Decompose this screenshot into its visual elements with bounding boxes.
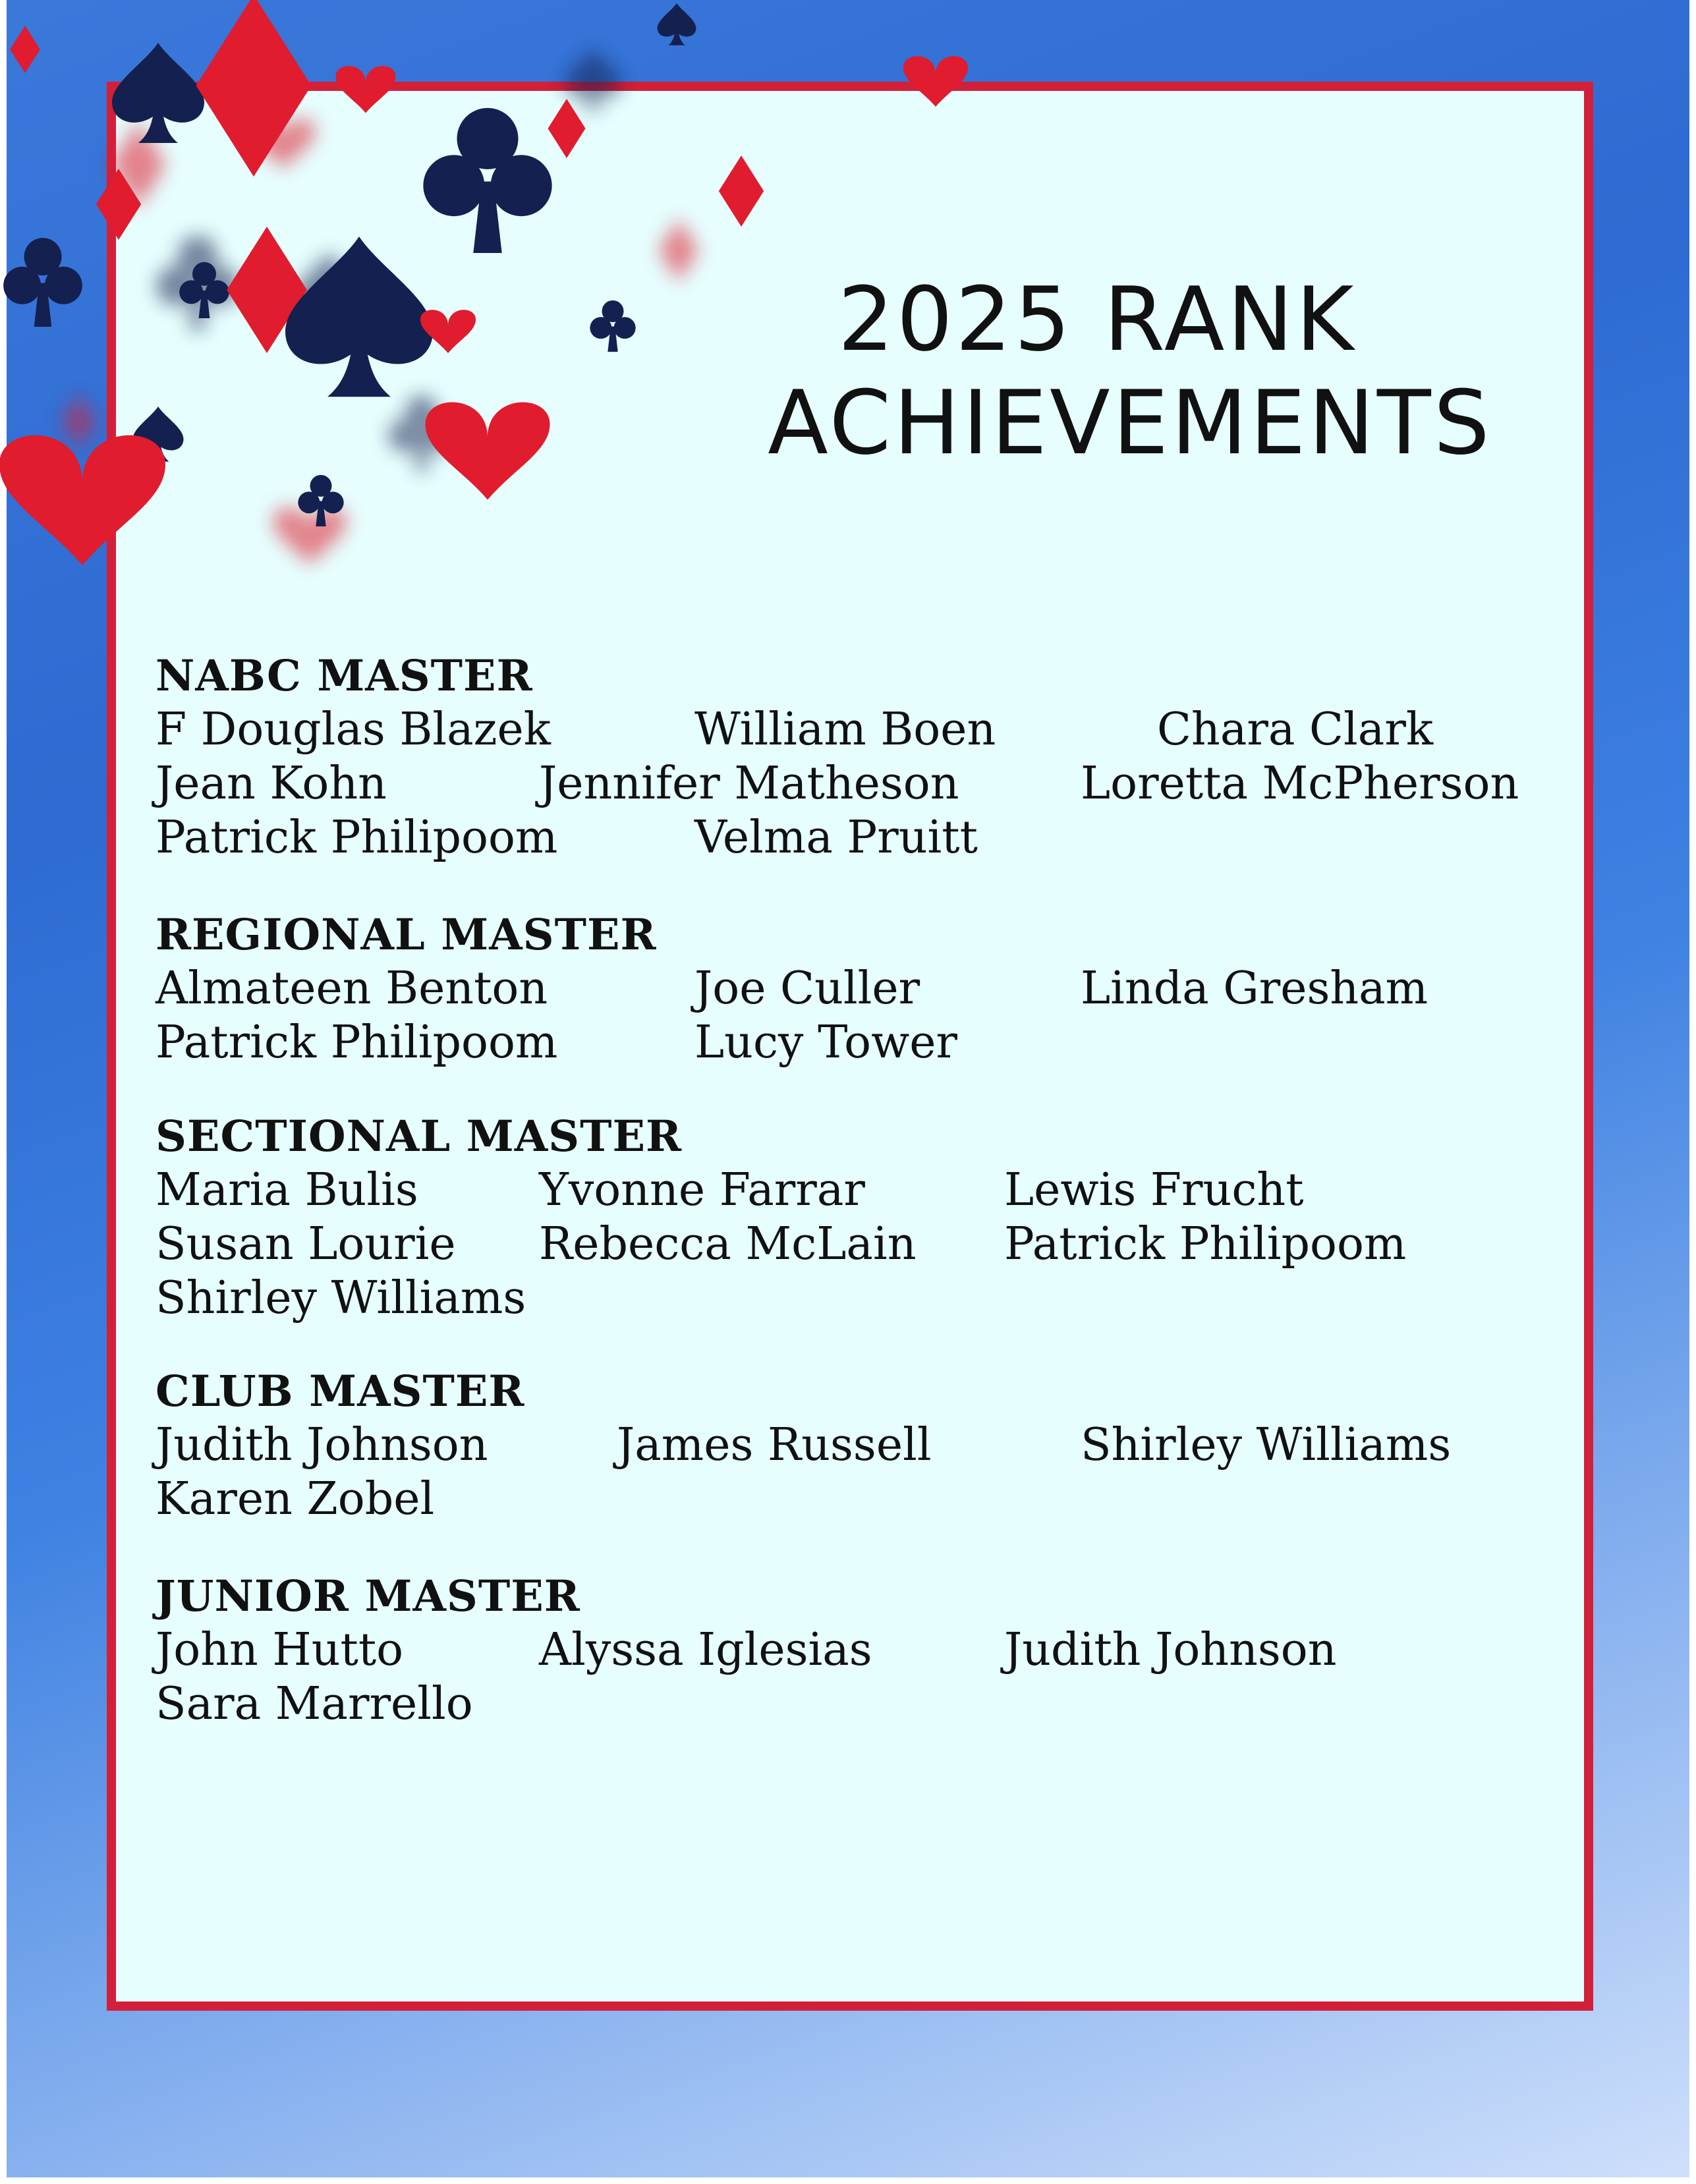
section-heading: CLUB MASTER (155, 1366, 525, 1416)
spade-icon (285, 237, 433, 397)
member-name: Loretta McPherson (1081, 758, 1519, 810)
name-row (155, 1218, 1539, 1272)
member-name: Lewis Frucht (1004, 1164, 1304, 1216)
page-title-line-1: 2025 RANK (837, 268, 1357, 371)
bottom-page-margin (0, 2177, 1696, 2184)
section-heading: JUNIOR MASTER (155, 1571, 580, 1621)
member-name: Jennifer Matheson (539, 758, 959, 810)
section-nabc-master (155, 649, 1539, 865)
section-junior-master (155, 1569, 1539, 1731)
heart-icon (336, 66, 396, 113)
card-suits-decoration (0, 0, 725, 619)
member-name: Judith Johnson (155, 1419, 488, 1471)
name-row (155, 757, 1539, 811)
name-row (155, 811, 1539, 865)
diamond-icon (10, 26, 40, 73)
member-name: Almateen Benton (155, 963, 548, 1015)
member-name: John Hutto (155, 1624, 404, 1676)
name-row (155, 1272, 1539, 1326)
club-icon (590, 300, 635, 352)
name-row (155, 1472, 1539, 1526)
heart-icon (426, 403, 550, 500)
member-name: Patrick Philipoom (1004, 1218, 1407, 1270)
member-name: James Russell (617, 1419, 932, 1471)
section-sectional-master (155, 1109, 1539, 1326)
name-row (155, 1418, 1539, 1472)
member-name: Velma Pruitt (694, 812, 978, 864)
spade-icon (112, 43, 204, 143)
name-row (155, 1016, 1539, 1070)
member-name: Linda Gresham (1081, 963, 1428, 1015)
right-page-margin (1689, 0, 1696, 2184)
member-name: Lucy Tower (694, 1017, 958, 1069)
member-name: Patrick Philipoom (155, 812, 558, 864)
diamond-icon (548, 99, 586, 158)
member-name: Chara Clark (1157, 704, 1434, 756)
member-name: Rebecca McLain (539, 1218, 917, 1270)
member-name: Sara Marrello (155, 1678, 473, 1730)
section-regional-master (155, 908, 1539, 1070)
member-name: Joe Culler (694, 963, 920, 1015)
member-name: William Boen (694, 704, 996, 756)
member-name: Shirley Williams (1081, 1419, 1452, 1471)
member-name: Yvonne Farrar (539, 1164, 865, 1216)
section-heading: REGIONAL MASTER (155, 910, 657, 960)
member-name: Judith Johnson (1004, 1624, 1337, 1676)
member-name: Alyssa Iglesias (539, 1624, 872, 1676)
name-row (155, 1677, 1539, 1731)
member-name: Patrick Philipoom (155, 1017, 558, 1069)
section-club-master (155, 1364, 1539, 1526)
club-icon (3, 238, 82, 327)
member-name: Susan Lourie (155, 1218, 456, 1270)
name-row (155, 1623, 1539, 1677)
page-title-line-2: ACHIEVEMENTS (768, 372, 1492, 474)
club-icon (423, 108, 551, 253)
section-heading: SECTIONAL MASTER (155, 1111, 683, 1162)
section-heading: NABC MASTER (155, 651, 533, 701)
name-row (155, 1163, 1539, 1218)
name-row (155, 962, 1539, 1016)
member-name: Karen Zobel (155, 1473, 435, 1525)
member-name: Shirley Williams (155, 1272, 526, 1324)
member-name: Jean Kohn (155, 758, 387, 810)
name-row (155, 703, 1539, 757)
spade-icon (658, 3, 696, 45)
member-name: F Douglas Blazek (155, 704, 551, 756)
member-name: Maria Bulis (155, 1164, 418, 1216)
heart-icon (0, 435, 165, 565)
